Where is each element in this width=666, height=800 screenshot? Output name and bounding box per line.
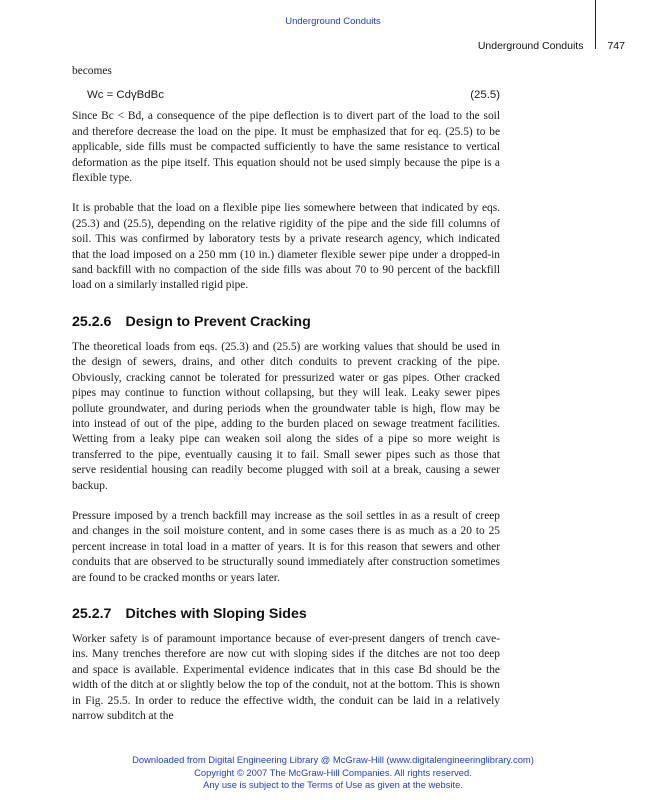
section-title: Design to Prevent Cracking — [125, 313, 311, 330]
running-header-title: Underground Conduits — [477, 40, 584, 52]
footer-terms-link[interactable]: Any use is subject to the Terms of Use as given at the website. — [203, 779, 463, 790]
section-heading — [72, 314, 500, 330]
equation-text: Wc = CdγBdBc — [87, 89, 164, 102]
footer-copyright: Copyright © 2007 The McGraw-Hill Companies. All rights reserved. — [194, 766, 472, 778]
equation-number: (25.5) — [470, 89, 500, 102]
running-header — [478, 40, 625, 52]
section-number: 25.2.7 — [72, 605, 112, 622]
page-body — [72, 64, 500, 724]
top-chapter-link[interactable]: Underground Conduits — [285, 16, 381, 27]
section-title: Ditches with Sloping Sides — [125, 605, 307, 622]
section-number: 25.2.6 — [72, 313, 112, 330]
footer-download-link[interactable]: Downloaded from Digital Engineering Library @ McGraw-Hill (www.digitalengineeringlibrary.com) — [132, 754, 534, 765]
footer — [0, 754, 666, 792]
page-number: 747 — [607, 40, 625, 52]
paragraph: The theoretical loads from eqs. (25.3) and (25.5) are working values that should be used in the design of sewers, drains, and other ditch conduits to prevent cracking of the pipe. Obviously, cracking cannot be tolerated for pressurized water or gas pipes. Other cracked pipes may continue to function without collapsing, but they will leak. Leaky sewer pipes pollute groundwater, and during periods when the groundwater table is high, flow may be into instead of out of the pipe, adding to the burden placed on sewage treatment facilities. Wetting from a leaky pipe can weaken soil along the sides of a pipe so more weight is transferred to the pipe, eventually causing it to fail. Small sewer pipes such as those that serve residential housing can readily become plugged with soil at a break, causing a sewer backup. — [72, 340, 500, 492]
paragraph: Pressure imposed by a trench backfill may increase as the soil settles in as a result of creep and changes in the soil moisture content, and in some cases there is as much as a 20 to 25 percent increase in total load in a matter of years. It is for this reason that sewers and other conduits that are observed to be structurally sound immediately after construction sometimes are found to be cracked months or years later. — [72, 509, 500, 584]
paragraph: Worker safety is of paramount importance because of ever-present dangers of trench cave-ins. Many trenches therefore are now cut with sloping sides if the ditches are not too deep and space is available. Experimental evidence indicates that in this case Bd should be the width of the ditch at or slightly below the top of the conduit, not at the bottom. This is shown in Fig. 25.5. In order to reduce the effective width, the conduit can be laid in a relatively narrow subditch at the — [72, 632, 500, 722]
equation-25-5 — [87, 89, 500, 101]
paragraph: It is probable that the load on a flexible pipe lies somewhere between that indicated by eqs. (25.3) and (25.5), depending on the relative rigidity of the pipe and the side fill columns of soil. This was confirmed by laboratory tests by a private research agency, which indicated that the load imposed on a 250 mm (10 in.) diameter flexible sewer pipe under a dropped-in sand backfill with no compaction of the side fills was about 70 to 90 percent of the backfill load on a similarly installed rigid pipe. — [72, 202, 500, 292]
intro-word: becomes — [72, 65, 112, 77]
section-heading — [72, 606, 500, 622]
paragraph: Since Bc < Bd, a consequence of the pipe deflection is to divert part of the load to the soil and therefore decrease the load on the pipe. It must be emphasized that for eq. (25.5) to be applicable, side fills must be compacted sufficiently to have the same resistance to vertical deformation as the pipe itself. This equation should not be used simply because the pipe is a flexible type. — [72, 110, 500, 185]
